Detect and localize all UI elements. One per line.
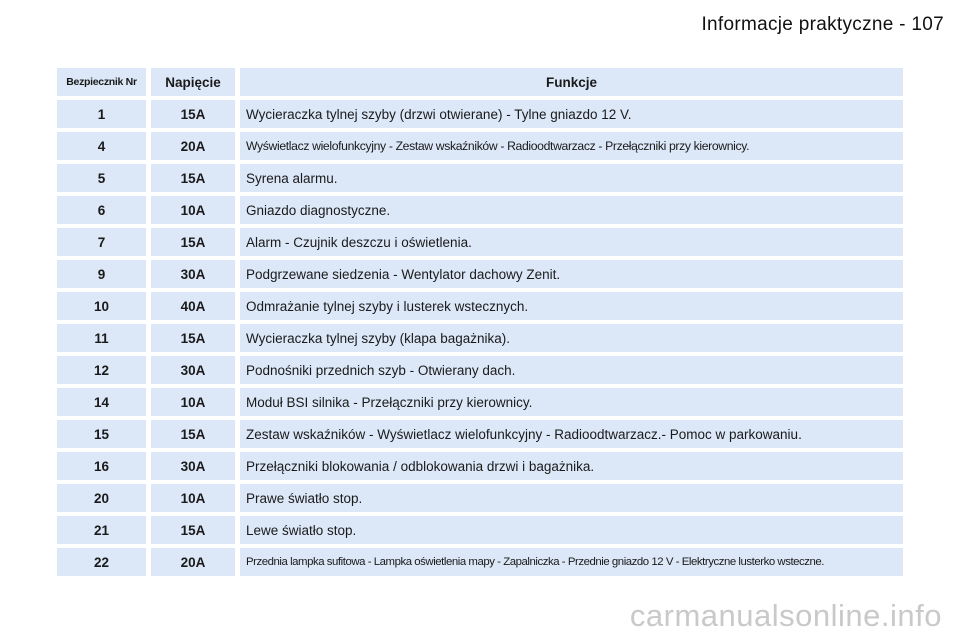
fuse-functions: Gniazdo diagnostyczne. (240, 196, 903, 224)
fuse-functions: Odmrażanie tylnej szyby i lusterek wstecznych. (240, 292, 903, 320)
table-row (57, 548, 903, 576)
fuse-rating: 10A (151, 388, 235, 416)
fuse-rating: 10A (151, 484, 235, 512)
fuse-rating: 15A (151, 228, 235, 256)
fuse-rating: 15A (151, 100, 235, 128)
fuse-number: 20 (57, 484, 146, 512)
fuse-functions: Podnośniki przednich szyb - Otwierany dach. (240, 356, 903, 384)
fuse-number: 11 (57, 324, 146, 352)
fuse-number: 6 (57, 196, 146, 224)
fuse-rating: 20A (151, 132, 235, 160)
fuse-rating: 10A (151, 196, 235, 224)
table-row (57, 228, 903, 256)
column-header-rating: Napięcie (151, 68, 235, 96)
fuse-rating: 40A (151, 292, 235, 320)
table-header-row (57, 68, 903, 96)
fuse-number: 1 (57, 100, 146, 128)
table-row (57, 452, 903, 480)
fuse-functions: Wyświetlacz wielofunkcyjny - Zestaw wskaźników - Radioodtwarzacz - Przełączniki przy kierownicy. (240, 132, 903, 160)
table-row (57, 356, 903, 384)
table-row (57, 100, 903, 128)
fuse-number: 12 (57, 356, 146, 384)
table-row (57, 420, 903, 448)
table-row (57, 484, 903, 512)
fuse-functions: Alarm - Czujnik deszczu i oświetlenia. (240, 228, 903, 256)
column-header-functions: Funkcje (240, 68, 903, 96)
table-row (57, 132, 903, 160)
fuse-number: 9 (57, 260, 146, 288)
fuse-number: 10 (57, 292, 146, 320)
fuse-number: 7 (57, 228, 146, 256)
fuse-number: 16 (57, 452, 146, 480)
watermark: carmanualsonline.info (629, 598, 942, 633)
fuse-functions: Lewe światło stop. (240, 516, 903, 544)
fuse-rating: 30A (151, 452, 235, 480)
fuse-rating: 20A (151, 548, 235, 576)
fuse-functions: Syrena alarmu. (240, 164, 903, 192)
fuse-number: 4 (57, 132, 146, 160)
fuse-functions: Moduł BSI silnika - Przełączniki przy kierownicy. (240, 388, 903, 416)
table-row (57, 196, 903, 224)
fuse-number: 14 (57, 388, 146, 416)
fuse-functions: Przednia lampka sufitowa - Lampka oświetlenia mapy - Zapalniczka - Przednie gniazdo 12 V - Elektryczne lusterko wsteczne. (240, 548, 903, 576)
fuse-functions: Prawe światło stop. (240, 484, 903, 512)
fuse-functions: Podgrzewane siedzenia - Wentylator dachowy Zenit. (240, 260, 903, 288)
table-row (57, 324, 903, 352)
fuse-rating: 15A (151, 516, 235, 544)
fuse-number: 5 (57, 164, 146, 192)
page-header: Informacje praktyczne - 107 (701, 14, 944, 35)
table-row (57, 260, 903, 288)
table-row (57, 292, 903, 320)
column-header-fuse-number: Bezpiecznik Nr (57, 68, 146, 96)
fuse-rating: 30A (151, 356, 235, 384)
fuse-rating: 15A (151, 420, 235, 448)
fuse-rating: 30A (151, 260, 235, 288)
fuse-functions: Wycieraczka tylnej szyby (klapa bagażnika). (240, 324, 903, 352)
fuse-rating: 15A (151, 164, 235, 192)
fuse-functions: Zestaw wskaźników - Wyświetlacz wielofunkcyjny - Radioodtwarzacz.- Pomoc w parkowaniu. (240, 420, 903, 448)
table-row (57, 388, 903, 416)
table-row (57, 516, 903, 544)
fuse-functions: Przełączniki blokowania / odblokowania drzwi i bagażnika. (240, 452, 903, 480)
fuse-functions: Wycieraczka tylnej szyby (drzwi otwierane) - Tylne gniazdo 12 V. (240, 100, 903, 128)
fuse-table (57, 68, 903, 580)
table-row (57, 164, 903, 192)
fuse-rating: 15A (151, 324, 235, 352)
fuse-number: 15 (57, 420, 146, 448)
fuse-number: 21 (57, 516, 146, 544)
fuse-number: 22 (57, 548, 146, 576)
